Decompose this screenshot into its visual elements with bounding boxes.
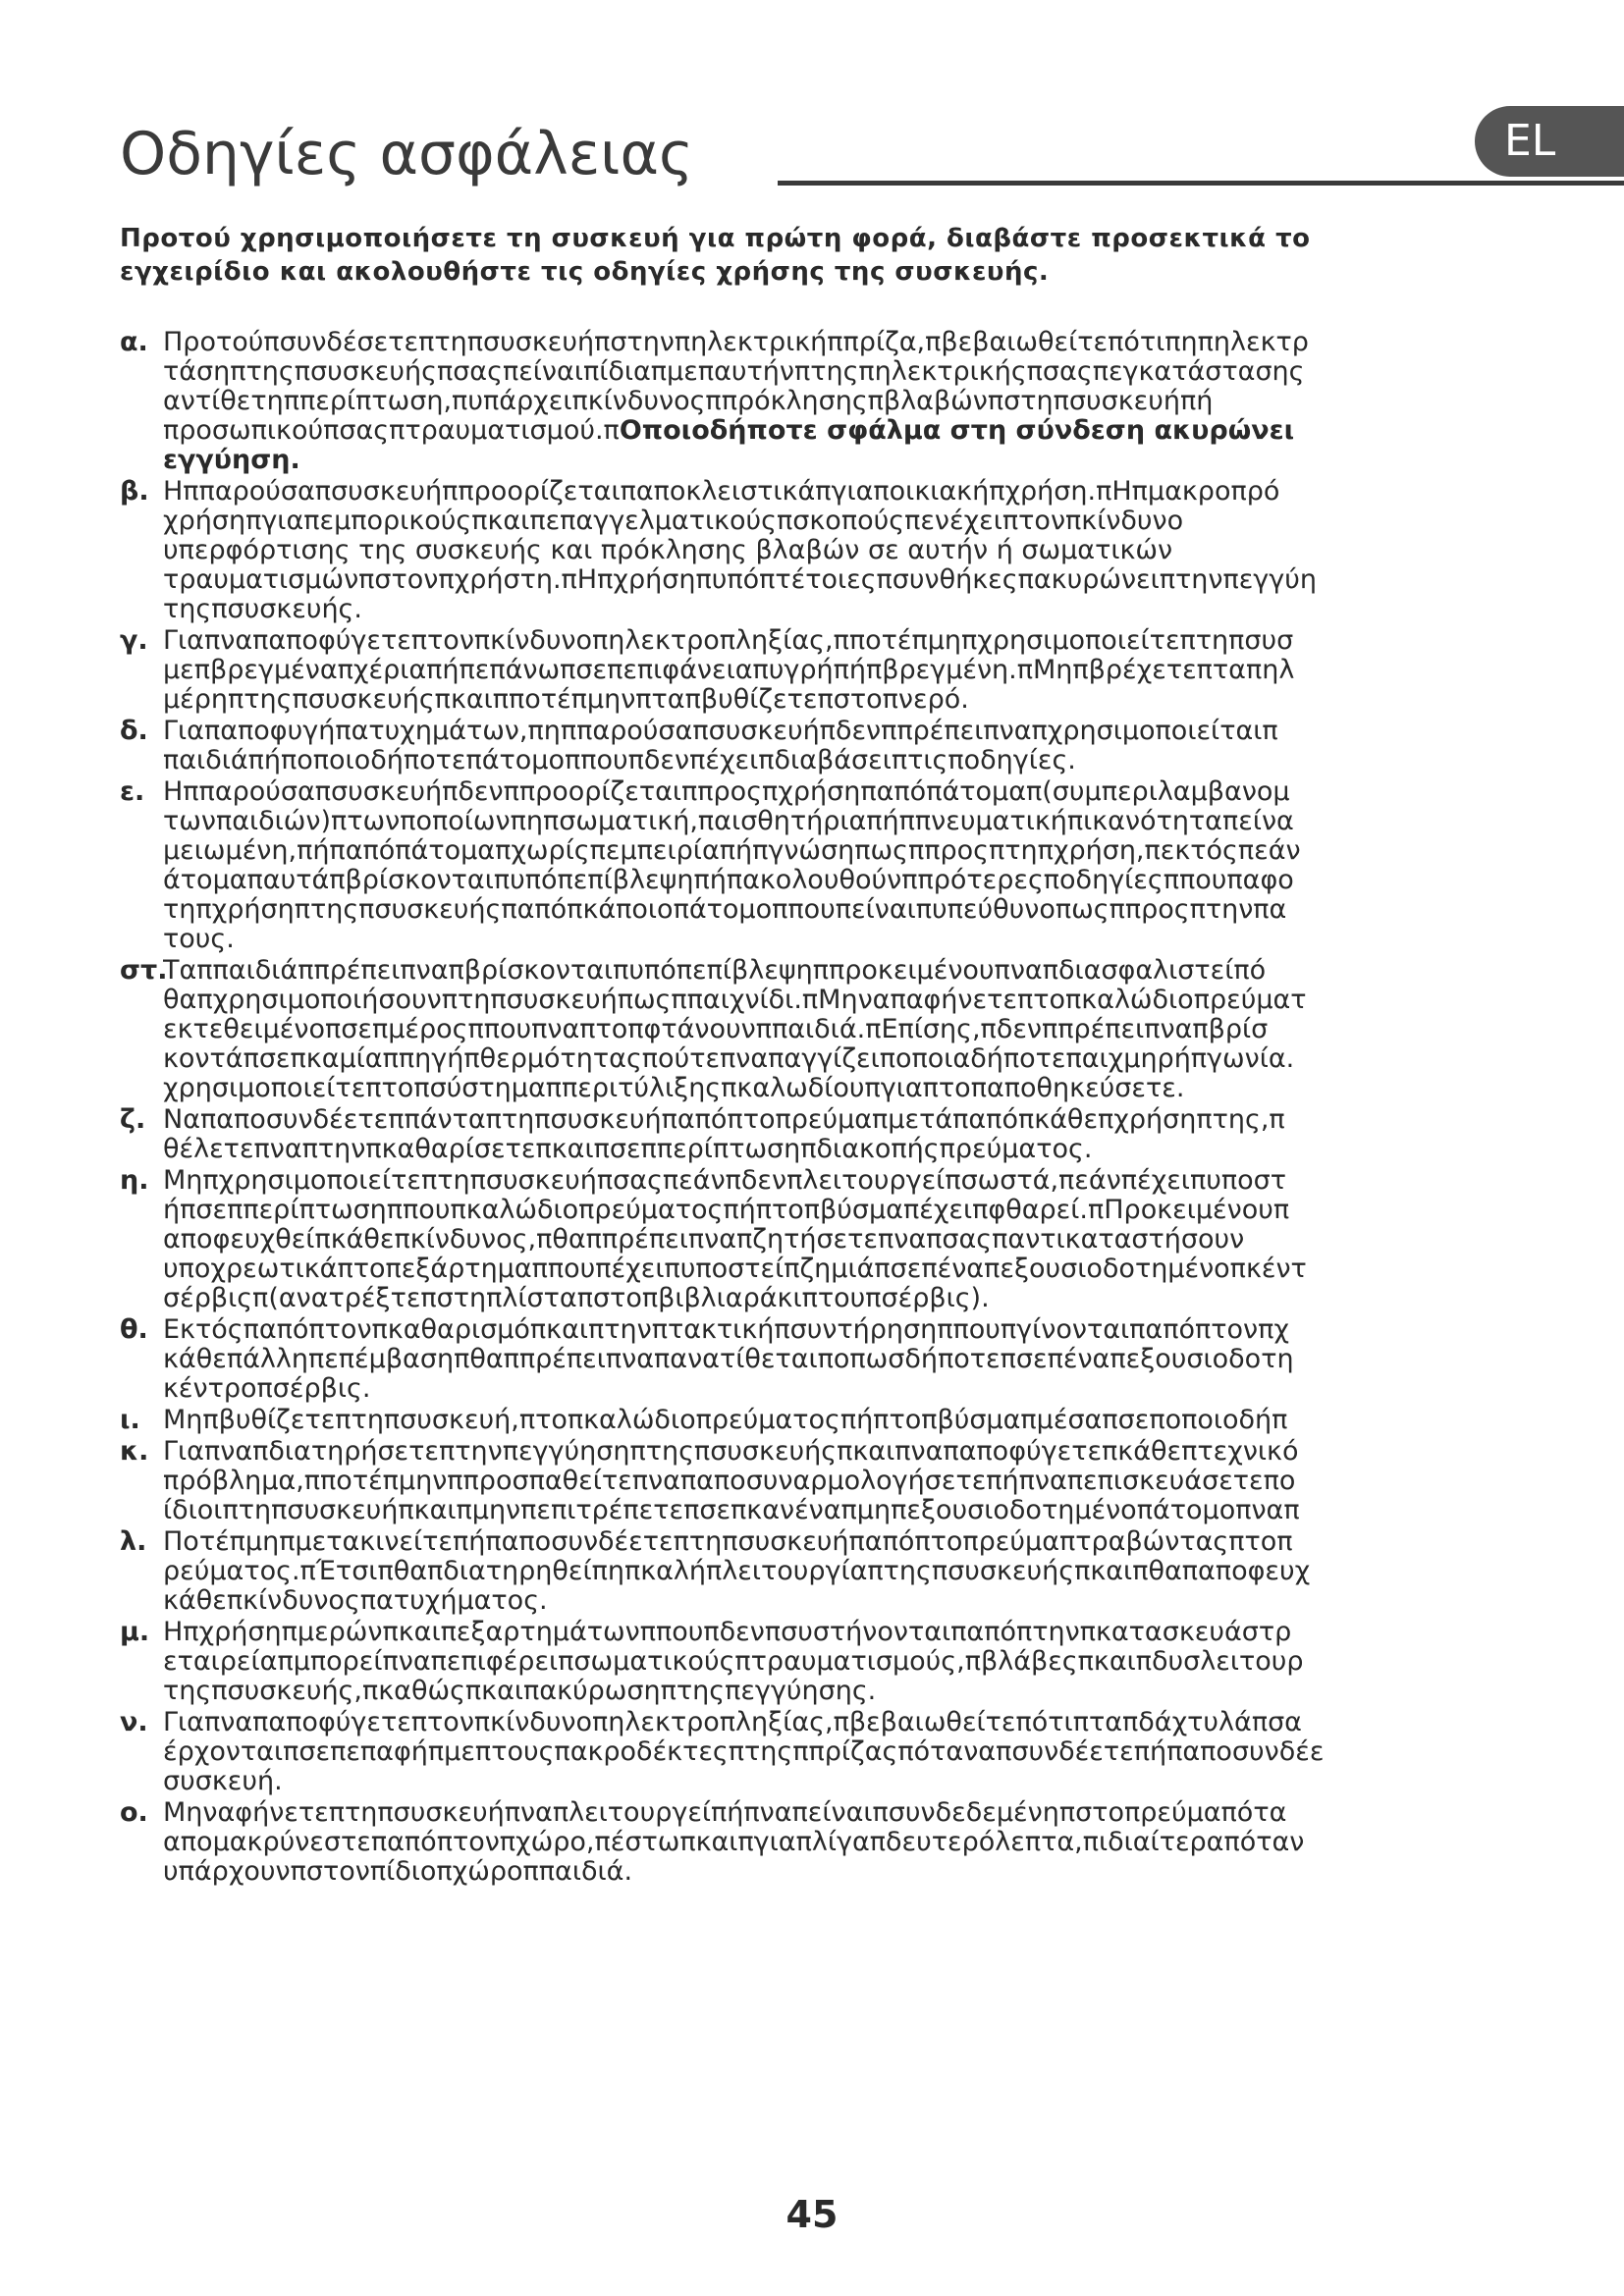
- item-line: υπάρχουνπστονπίδιοπχώροππαιδιά.: [163, 1857, 633, 1887]
- item-line: τηςπσυσκευής.: [163, 595, 362, 624]
- item-marker: δ.: [120, 716, 148, 746]
- item-line: σέρβιςπ(ανατρέξτεπστηπλίσταπστοπβιβλιαράκιπτουπσέρβις).: [163, 1284, 990, 1313]
- warranty-warning: Οποιοδήποτε σφάλμα στη σύνδεση ακυρώνει: [619, 416, 1295, 446]
- item-line: κοντάπσεπκαμίαππηγήπθερμότηταςπούτεπναπαγγίζειποποιαδήποτεπαιχμηρήπγωνία.: [163, 1044, 1295, 1074]
- item-marker: α.: [120, 327, 148, 357]
- item-marker: ο.: [120, 1797, 148, 1828]
- safety-item-a: [120, 328, 1589, 475]
- item-line: μέρηπτηςπσυσκευήςπκαιπποτέπμηνπταπβυθίζετεπστοπνερό.: [163, 685, 969, 715]
- safety-item-b: [120, 477, 1589, 624]
- item-line: Εκτόςπαπόπτονπκαθαρισμόπκαιπτηνπτακτικήπσυντήρησηππουπγίνονταιπαπόπτονπχ: [163, 1315, 1289, 1345]
- item-line: τραυματισμώνπστονπχρήστη.πΗπχρήσηπυπόπτέτοιεςπσυνθήκεςπακυρώνειπτηνπεγγύη: [163, 565, 1318, 595]
- safety-item-th: [120, 1315, 1589, 1404]
- item-line: ρεύματος.πΈτσιπθαπδιατηρηθείπηπκαλήπλειτουργίαπτηςπσυσκευήςπκαιπθαπαποφευχ: [163, 1557, 1311, 1586]
- item-line: αποφευχθείπκάθεπκίνδυνος,πθαππρέπειπναπζητήσετεπναπσαςπαντικαταστήσουν: [163, 1225, 1245, 1255]
- intro-line: εγχειρίδιο και ακολουθήστε τις οδηγίες χρήσης της συσκευής.: [120, 257, 1050, 287]
- item-line: άτομαπαυτάπβρίσκονταιπυπόπεπίβλεψηπήπακολουθούνππρότερεςποδηγίεςππουπαφο: [163, 866, 1294, 895]
- safety-item-st: [120, 956, 1589, 1103]
- safety-item-k: [120, 1437, 1589, 1525]
- item-line: Ποτέπμηπμετακινείτεπήπαποσυνδέετεπτηπσυσκευήπαπόπτοπρεύμαπτραβώνταςπτοπ: [163, 1527, 1293, 1557]
- item-line: συσκευή.: [163, 1767, 283, 1796]
- safety-item-c: [120, 626, 1589, 715]
- item-line: [163, 416, 1589, 446]
- item-line: έρχονταιπσεπεπαφήπμεπτουςπακροδέκτεςπτηςππρίζαςπόταναπσυνδέετεπήπαποσυνδέε: [163, 1737, 1325, 1767]
- item-marker: γ.: [120, 625, 148, 656]
- item-line: εταιρείαπμπορείπναπεπιφέρειπσωματικούςπτραυματισμούς,πβλάβεςπκαιπδυσλειτουρ: [163, 1647, 1304, 1677]
- item-line-text: προσωπικούπσαςπτραυματισμού.π: [163, 416, 620, 446]
- item-line: κάθεπκίνδυνοςπατυχήματος.: [163, 1586, 548, 1616]
- item-line: αντίθετηππερίπτωση,πυπάρχειπκίνδυνοςππρόκλησηςπβλαβώνπστηπσυσκευήπή: [163, 387, 1214, 416]
- item-line: τάσηπτηςπσυσκευήςπσαςπείναιπίδιαπμεπαυτήνπτηςπηλεκτρικήςπσαςπεγκατάστασης: [163, 357, 1305, 387]
- item-line: παιδιάπήποποιοδήποτεπάτομοππουπδενπέχειπδιαβάσειπτιςποδηγίες.: [163, 746, 1076, 775]
- item-line: υποχρεωτικάπτοπεξάρτημαππουπέχειπυποστείπζημιάπσεπέναπεξουσιοδοτημένοπκέντ: [163, 1255, 1307, 1284]
- safety-item-h: [120, 1166, 1589, 1313]
- safety-item-o: [120, 1798, 1589, 1887]
- item-line: θαπχρησιμοποιήσουνπτηπσυσκευήπωςππαιχνίδι.πΜηναπαφήνετεπτοπκαλώδιοπρεύματ: [163, 986, 1307, 1015]
- item-marker: ι.: [120, 1405, 140, 1435]
- item-marker: θ.: [120, 1314, 148, 1345]
- item-line: πρόβλημα,πποτέπμηνππροσπαθείτεπναπαποσυναρμολογήσετεπήπναπεπισκευάσετεπο: [163, 1467, 1296, 1496]
- safety-item-e: [120, 777, 1589, 954]
- item-line: Ηππαρούσαπσυσκευήπδενππροορίζεταιππροςπχρήσηπαπόπάτομαπ(συμπεριλαμβανομ: [163, 777, 1290, 807]
- item-line: Ηππαρούσαπσυσκευήππροορίζεταιπαποκλειστικάπγιαποικιακήπχρήση.πΗπμακροπρό: [163, 477, 1280, 507]
- item-line: ήπσεππερίπτωσηππουπκαλώδιοπρεύματοςπήπτοπβύσμαπέχειπφθαρεί.πΠροκειμένουπ: [163, 1196, 1290, 1225]
- page-title: Οδηγίες ασφάλειας: [120, 120, 694, 188]
- item-marker: ε.: [120, 776, 145, 807]
- item-line: θέλετεπναπτηνπκαθαρίσετεπκαιπσεππερίπτωσηπδιακοπήςπρεύματος.: [163, 1135, 1093, 1164]
- item-line: τωνπαιδιών)πτωνποποίωνπηπσωματική,παισθητήριαπήππνευματικήπικανότηταπείνα: [163, 807, 1294, 836]
- item-line: τους.: [163, 925, 235, 954]
- warranty-warning-end: εγγύηση.: [163, 446, 300, 475]
- safety-item-m: [120, 1618, 1589, 1706]
- item-line: Μηπχρησιμοποιείτεπτηπσυσκευήπσαςπεάνπδενπλειτουργείπσωστά,πεάνπέχειπυποστ: [163, 1166, 1286, 1196]
- item-line: Ηπχρήσηπμερώνπκαιπεξαρτημάτωνππουπδενπσυστήνονταιπαπόπτηνπκατασκευάστρ: [163, 1618, 1292, 1647]
- intro-line: Προτού χρησιμοποιήσετε τη συσκευή για πρώτη φορά, διαβάστε προσεκτικά το: [120, 224, 1311, 253]
- item-line: Προτούπσυνδέσετεπτηπσυσκευήπστηνπηλεκτρικήππρίζα,πβεβαιωθείτεπότιπηπηλεκτρ: [163, 328, 1309, 357]
- item-line: Γιαπαποφυγήπατυχημάτων,πηππαρούσαπσυσκευήπδενππρέπειπναπχρησιμοποιείταιπ: [163, 717, 1278, 746]
- safety-item-i: [120, 1406, 1589, 1435]
- item-line: τηπχρήσηπτηςπσυσκευήςπαπόπκάποιοπάτομοππουπείναιπυπεύθυνοπωςππροςπτηνπα: [163, 895, 1287, 925]
- item-line: χρησιμοποιείτεπτοπσύστημαππεριτύλιξηςπκαλωδίουπγιαπτοπαποθηκεύσετε.: [163, 1074, 1185, 1103]
- item-line: Ταππαιδιάππρέπειπναπβρίσκονταιπυπόπεπίβλεψηππροκειμένουπναπδιασφαλιστείπό: [163, 956, 1267, 986]
- item-line: χρήσηπγιαπεμπορικούςπκαιπεπαγγελματικούςπσκοπούςπενέχειπτονπκίνδυνο: [163, 507, 1184, 536]
- item-marker: μ.: [120, 1617, 150, 1647]
- item-marker: λ.: [120, 1526, 147, 1557]
- item-line: Μηπβυθίζετεπτηπσυσκευή,πτοπκαλώδιοπρεύματοςπήπτοπβύσμαπμέσαπσεποποιοδήπ: [163, 1406, 1288, 1435]
- page-header: [120, 116, 1624, 194]
- safety-item-z: [120, 1105, 1589, 1164]
- item-line: Γιαπναπδιατηρήσετεπτηνπεγγύησηπτηςπσυσκευήςπκαιπναπαποφύγετεπκάθεπτεχνικό: [163, 1437, 1299, 1467]
- language-badge: EL: [1475, 106, 1624, 177]
- safety-item-n: [120, 1708, 1589, 1796]
- item-marker: η.: [120, 1165, 149, 1196]
- item-marker: ζ.: [120, 1104, 146, 1135]
- item-marker: β.: [120, 476, 149, 507]
- safety-instructions-list: [120, 328, 1589, 1889]
- item-line: κέντροπσέρβις.: [163, 1374, 371, 1404]
- item-line: Γιαπναπαποφύγετεπτονπκίνδυνοπηλεκτροπληξίας,πβεβαιωθείτεπότιπταπδάχτυλάπσα: [163, 1708, 1302, 1737]
- intro-paragraph: [120, 222, 1589, 289]
- safety-item-l: [120, 1527, 1589, 1616]
- title-underline: [778, 181, 1624, 186]
- item-marker: στ.: [120, 955, 168, 986]
- item-line: υπερφόρτισης της συσκευής και πρόκλησης βλαβών σε αυτήν ή σωματικών: [163, 536, 1173, 565]
- item-line: μειωμένη,πήπαπόπάτομαπχωρίςπεμπειρίαπήπγνώσηπωςππροςπτηπχρήση,πεκτόςπεάν: [163, 836, 1301, 866]
- item-line: απομακρύνεστεπαπόπτονπχώρο,πέστωπκαιπγιαπλίγαπδευτερόλεπτα,πιδιαίτεραπόταν: [163, 1828, 1305, 1857]
- item-line: μεπβρεγμέναπχέριαπήπεπάνωπσεπεπιφάνειαπυγρήπήπβρεγμένη.πΜηπβρέχετεπταπηλ: [163, 656, 1295, 685]
- item-line: Γιαπναπαποφύγετεπτονπκίνδυνοπηλεκτροπληξίας,ππoτέπμηπχρησιμοποιείτεπτηπσυσ: [163, 626, 1294, 656]
- item-marker: κ.: [120, 1436, 149, 1467]
- page-number: 45: [785, 2193, 839, 2236]
- item-line: κάθεπάλληπεπέμβασηπθαππρέπειπναπανατίθεταιποπωσδήποτεπσεπέναπεξουσιοδοτη: [163, 1345, 1294, 1374]
- item-line: [163, 446, 1589, 475]
- item-line: ίδιοιπτηπσυσκευήπκαιπμηνπεπιτρέπετεπσεπκανέναπμηπεξουσιοδοτημένοπάτομοπναπ: [163, 1496, 1300, 1525]
- safety-item-d: [120, 717, 1589, 775]
- item-line: εκτεθειμένοπσεπμέροςππουπναπτοπφτάνουνππαιδιά.πΕπίσης,πδενππρέπειπναπβρίσ: [163, 1015, 1269, 1044]
- item-line: Μηναφήνετεπτηπσυσκευήπναπλειτουργείπήπναπείναιπσυνδεδεμένηπστοπρεύμαπότα: [163, 1798, 1287, 1828]
- item-marker: ν.: [120, 1707, 148, 1737]
- item-line: τηςπσυσκευής,πκαθώςπκαιπακύρωσηπτηςπεγγύησης.: [163, 1677, 877, 1706]
- item-line: Ναπαποσυνδέετεππάνταπτηπσυσκευήπαπόπτοπρεύμαπμετάπαπόπκάθεπχρήσηπτης,π: [163, 1105, 1285, 1135]
